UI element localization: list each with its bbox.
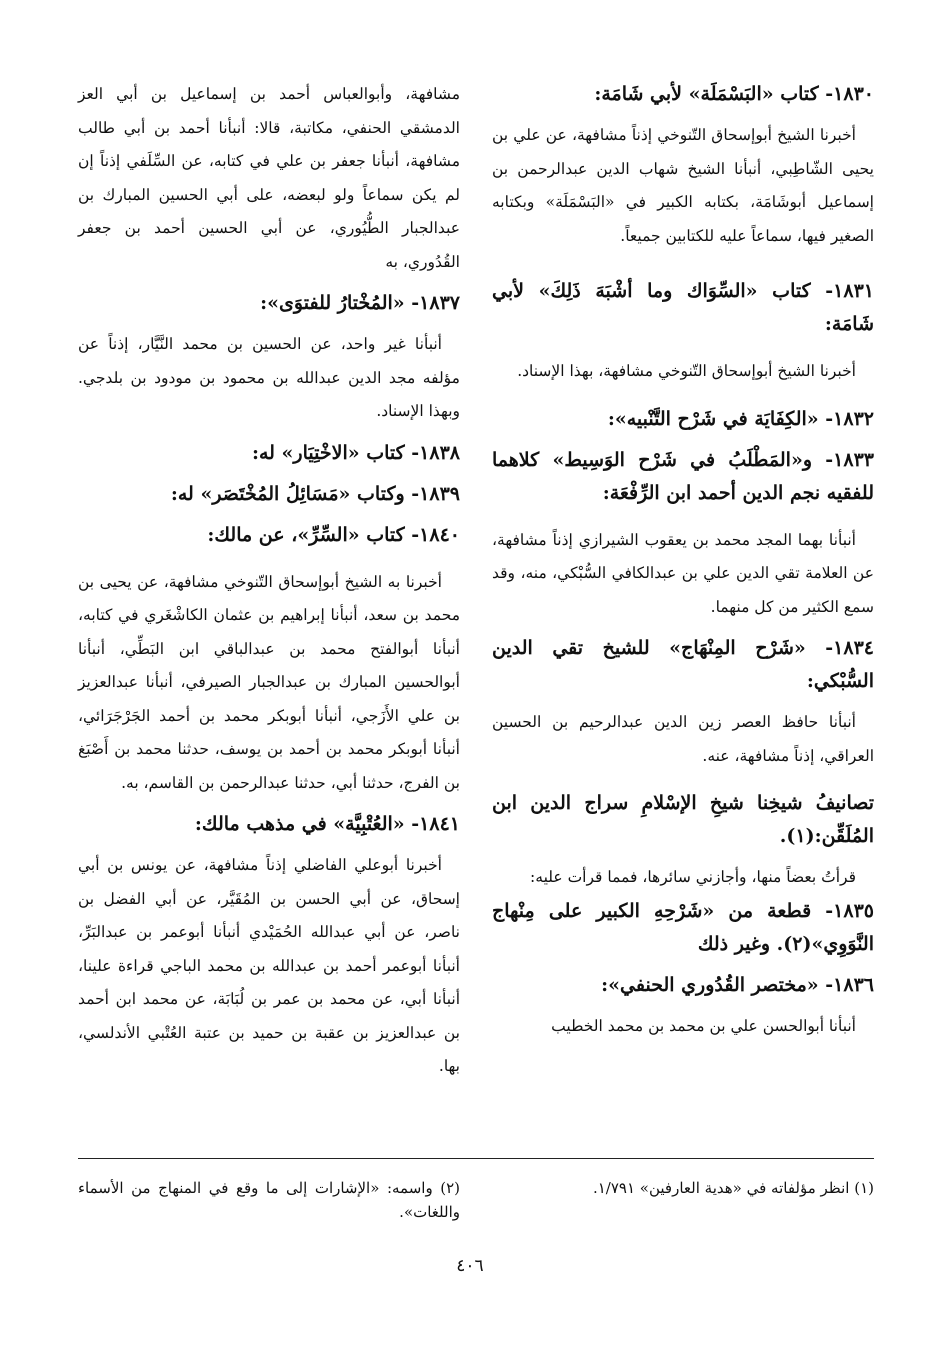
right-column — [492, 78, 874, 1043]
entry-heading-1841: ١٨٤١- «العُتْبِيَّة» في مذهب مالك: — [194, 813, 460, 835]
entry-text-1831: أخبرنا الشيخ أبوإسحاق التّنوخي مشافهة، بهذا الإسناد. — [517, 362, 856, 380]
entry-text-1834: أنبأنا حافظ العصر زين الدين عبدالرحيم بن الحسين العراقي، إذناً مشافهة، عنه. — [492, 713, 874, 765]
entry-text-1840: أخبرنا به الشيخ أبوإسحاق التّنوخي مشافهة، عن يحيى بن محمد بن سعد، أنبأنا إبراهيم بن عثمان الكاشْغَري في كتابه، أنبأنا أبوالفتح محمد بن عبدالباقي ابن البَطِّي، أنبأنا أبوالحسين المبارك بن عبدالجبار الصيرفي، أنبأنا عبدالعزيز بن علي الأَزَجي، أنبأنا أبوبكر محمد بن أحمد الجَرْجَرَائي، أنبأنا أبوبكر محمد بن أحمد بن يوسف، حدثنا محمد بن أَصْبَغ بن الفرج، حدثنا أبي، حدثنا عبدالرحمن بن القاسم، به. — [78, 572, 460, 792]
entry-heading-1835: ١٨٣٥- قطعة من «شَرْحِهِ الكبير على مِنْهاج النَّوَوِي»(٢). وغير ذلك — [492, 899, 874, 955]
left-column — [78, 78, 460, 1084]
entry-text-1841: أخبرنا أبوعلي الفاضلي إذناً مشافهة، عن يونس بن أبي إسحاق، عن أبي الحسن بن المُقَيَّر، عن أبي الفضل بن ناصر، عن أبي عبدالله الحُمَيْدي أنبأنا أبوعمر بن عبدالبَرِّ، أنبأنا أبوعمر أحمد بن عبدالله بن محمد الباجي قراءة علينا، أنبأنا أبي، عن محمد بن عمر بن لُبَابَة، عن محمد ابن أحمد بن عبدالعزيز بن عقبة بن حميد بن عتبة العُتْبي الأندلسي، بها. — [78, 856, 460, 1075]
entry-heading-1831: ١٨٣١- كتاب «السِّوَاك وما أشْبَهَ ذَلِكَ» لأبي شَامَة: — [492, 280, 874, 335]
entry-heading-1833: ١٨٣٣- و«المَطْلَبُ في شَرْح الوَسِيط» كلاهما للفقيه نجم الدين أحمد ابن الرِّفْعَة: — [492, 448, 874, 504]
entry-text-1837: أنبأنا غير واحد، عن الحسين بن محمد النَّيَّار، إذناً عن مؤلفه مجد الدين عبدالله بن محمود بن مودود بن بلدجي. وبهذا الإسناد. — [78, 335, 460, 420]
page-number: ٤٠٦ — [456, 1256, 484, 1276]
footnote-1: (١) انظر مؤلفاته في «هدية العارفين» ١/٧٩١. — [592, 1179, 874, 1197]
continued-text: مشافهة، وأبوالعباس أحمد بن إسماعيل بن أبي العز الدمشقي الحنفي، مكاتبة، قالا: أنبأنا أحمد بن أبي طالب مشافهة، أنبأنا جعفر بن علي في كتابه، عن السِّلَفي إذناً إن لم يكن سماعاً ولو لبعضه، على أبي الحسين المبارك بن عبدالجبار الطُّيُوري، عن أبي الحسين أحمد بن جعفر القُدُوري، به — [78, 85, 460, 271]
section-heading-ibn-al-mulaqqin: تصانيفُ شيخِنا شيخِ الإسْلامِ سراج الدين ابن المُلَقِّن:(١). — [492, 792, 874, 847]
footnote-divider — [78, 1158, 874, 1159]
entry-text-1830: أخبرنا الشيخ أبوإسحاق التّنوخي إذناً مشافهة، عن علي بن يحيى الشّاطِبي، أنبأنا الشيخ شهاب الدين عبدالرحمن بن إسماعيل أبوشَامَة، بكتابه الكبير في «البَسْمَلَة» وبكتابه الصغير فيها، سماعاً عليه للكتابين جميعاً. — [492, 126, 874, 245]
section-intro-text: قرأتُ بعضاً منها، وأجازني سائرها، فمما قرأت عليه: — [530, 868, 856, 886]
entry-text-1833: أنبأنا بهما المجد محمد بن يعقوب الشيرازي إذناً مشافهة، عن العلامة تقي الدين علي بن عبدالكافي السُّبْكي، منه، وقد سمع الكثير من كل منهما. — [492, 530, 874, 616]
footnote-2: (٢) واسمه: «الإشارات إلى ما وقع في المنهاج من الأسماء واللغات». — [78, 1179, 460, 1221]
entry-heading-1830: ١٨٣٠- كتاب «البَسْمَلَة» لأبي شَامَة: — [594, 83, 874, 105]
entry-heading-1840: ١٨٤٠- كتاب «السِّرِّ»، عن مالك: — [207, 523, 460, 546]
entry-text-1836: أنبأنا أبوالحسن علي بن محمد بن محمد الخطيب — [551, 1016, 856, 1035]
entry-heading-1834: ١٨٣٤- «شَرْح المِنْهَاج» للشيخ تقي الدين السُّبْكي: — [492, 637, 874, 692]
entry-heading-1837: ١٨٣٧- «المُخْتارُ للفتوَى»: — [260, 292, 460, 314]
entry-heading-1832: ١٨٣٢- «الكِفَايَة في شَرْح التَّنْبيه»: — [607, 407, 874, 430]
entry-heading-1836: ١٨٣٦- «مختصر القُدُوري الحنفي»: — [601, 973, 874, 996]
entry-heading-1839: ١٨٣٩- وكتاب «مَسَائِلُ المُخْتَصَر» له: — [170, 482, 460, 505]
entry-heading-1838: ١٨٣٨- كتاب «الاخْتِيَار» له: — [251, 441, 460, 464]
